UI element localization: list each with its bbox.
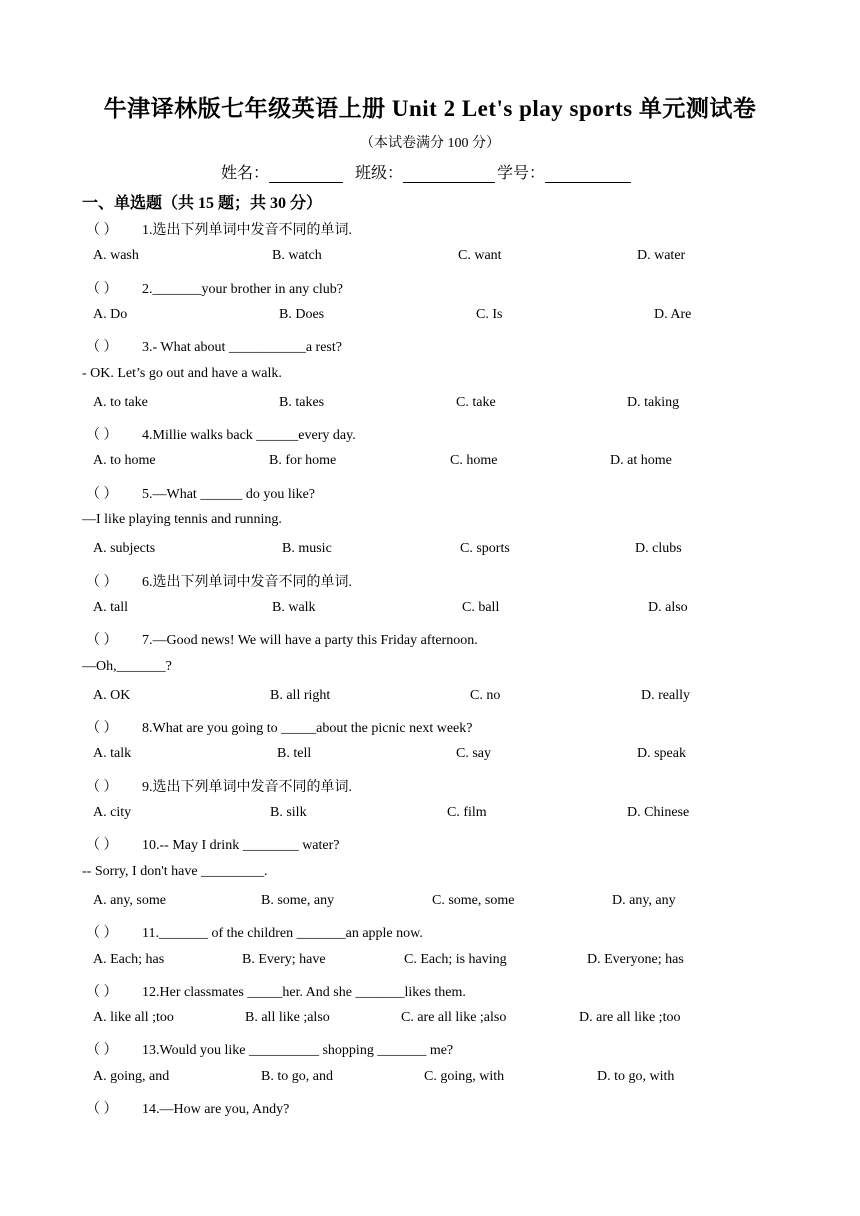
- option-c[interactable]: C. take: [456, 394, 496, 410]
- answer-bracket[interactable]: （ ）: [86, 223, 118, 238]
- option-d[interactable]: D. Are: [654, 306, 692, 322]
- option-a[interactable]: A. Do: [93, 306, 128, 322]
- question-stem: [86, 717, 472, 737]
- option-a[interactable]: A. like all ;too: [93, 1010, 174, 1026]
- question-dialog-line: -- Sorry, I don't have _________.: [82, 863, 268, 879]
- question-text: 6.选出下列单词中发音不同的单词.: [142, 574, 352, 590]
- option-d[interactable]: D. speak: [637, 746, 686, 762]
- option-d[interactable]: D. Everyone; has: [587, 951, 684, 967]
- option-c[interactable]: C. some, some: [432, 892, 515, 908]
- answer-bracket[interactable]: （ ）: [86, 340, 118, 356]
- option-c[interactable]: C. no: [470, 687, 501, 703]
- answer-bracket[interactable]: （ ）: [86, 574, 118, 590]
- question-dialog-line: —Oh,_______?: [82, 658, 172, 674]
- question-stem: [86, 219, 352, 239]
- option-b[interactable]: B. to go, and: [261, 1068, 333, 1084]
- option-b[interactable]: B. watch: [272, 248, 322, 264]
- question-dialog-line: —I like playing tennis and running.: [82, 512, 282, 527]
- question-text: 14.—How are you, Andy?: [142, 1102, 290, 1117]
- name-blank[interactable]: [269, 166, 343, 183]
- answer-bracket[interactable]: （ ）: [86, 486, 118, 502]
- option-b[interactable]: B. walk: [272, 599, 316, 615]
- option-d[interactable]: D. water: [637, 248, 686, 264]
- question-text: 2._______your brother in any club?: [142, 281, 344, 297]
- option-a[interactable]: A. OK: [93, 687, 131, 703]
- question-stem: [86, 776, 352, 796]
- class-label: 班级：: [354, 165, 403, 182]
- option-c[interactable]: C. film: [447, 805, 487, 820]
- option-c[interactable]: C. ball: [462, 599, 500, 615]
- option-c[interactable]: C. want: [458, 248, 502, 264]
- question-text: 1.选出下列单词中发音不同的单词.: [142, 223, 352, 238]
- answer-bracket[interactable]: （ ）: [86, 633, 118, 649]
- option-d[interactable]: D. Chinese: [627, 805, 690, 820]
- option-c[interactable]: C. home: [450, 453, 498, 469]
- answer-bracket[interactable]: （ ）: [86, 838, 118, 854]
- option-c[interactable]: C. going, with: [424, 1068, 505, 1084]
- question-text: 5.—What ______ do you like?: [142, 486, 316, 502]
- name-label: 姓名：: [220, 165, 269, 182]
- option-c[interactable]: C. sports: [460, 541, 510, 557]
- answer-bracket[interactable]: （ ）: [86, 1043, 118, 1059]
- answer-bracket[interactable]: （ ）: [86, 779, 118, 795]
- question-stem: [86, 1098, 289, 1118]
- question-stem: [86, 922, 423, 942]
- option-d[interactable]: D. also: [648, 599, 688, 615]
- student-info: [0, 160, 860, 183]
- option-c[interactable]: C. say: [456, 746, 491, 762]
- option-d[interactable]: D. really: [641, 687, 690, 703]
- option-d[interactable]: D. clubs: [635, 541, 682, 557]
- option-b[interactable]: B. Does: [279, 306, 325, 322]
- question-text: 13.Would you like __________ shopping _______ me?: [142, 1043, 454, 1059]
- option-a[interactable]: A. wash: [93, 248, 139, 264]
- option-a[interactable]: A. subjects: [93, 541, 156, 557]
- option-b[interactable]: B. tell: [277, 746, 312, 762]
- question-stem: [86, 483, 315, 503]
- question-stem: [86, 629, 478, 649]
- option-a[interactable]: A. going, and: [93, 1068, 170, 1084]
- option-b[interactable]: B. all right: [270, 687, 331, 703]
- option-a[interactable]: A. to home: [93, 453, 156, 469]
- option-d[interactable]: D. are all like ;too: [579, 1010, 681, 1026]
- option-c[interactable]: C. Each; is having: [404, 951, 507, 967]
- option-d[interactable]: D. at home: [610, 453, 672, 469]
- option-a[interactable]: A. to take: [93, 394, 148, 410]
- answer-bracket[interactable]: （ ）: [86, 428, 118, 444]
- question-stem: [86, 834, 340, 854]
- question-stem: [86, 1039, 453, 1059]
- option-a[interactable]: A. any, some: [93, 892, 166, 908]
- option-b[interactable]: B. music: [282, 541, 332, 557]
- page-title: 牛津译林版七年级英语上册 Unit 2 Let's play sports 单元测试卷: [103, 96, 757, 121]
- question-text: 8.What are you going to _____about the picnic next week?: [142, 721, 473, 737]
- option-a[interactable]: A. Each; has: [93, 951, 165, 967]
- option-b[interactable]: B. all like ;also: [245, 1010, 330, 1026]
- option-c[interactable]: C. are all like ;also: [401, 1010, 507, 1026]
- option-b[interactable]: B. takes: [279, 394, 325, 410]
- question-stem: [86, 424, 356, 444]
- id-blank[interactable]: [545, 166, 631, 183]
- question-stem: [86, 571, 352, 591]
- answer-bracket[interactable]: （ ）: [86, 984, 118, 1000]
- answer-bracket[interactable]: （ ）: [86, 281, 118, 297]
- question-text: 11._______ of the children _______an apple now.: [142, 926, 423, 942]
- question-stem: [86, 981, 466, 1001]
- option-b[interactable]: B. some, any: [261, 892, 335, 908]
- question-dialog-line: - OK. Let’s go out and have a walk.: [82, 365, 282, 381]
- section-heading: 一、单选题（共 15 题；共 30 分）: [82, 195, 323, 212]
- option-d[interactable]: D. any, any: [612, 892, 676, 908]
- option-d[interactable]: D. taking: [627, 394, 680, 410]
- class-blank[interactable]: [403, 166, 495, 183]
- option-b[interactable]: B. silk: [270, 805, 307, 820]
- option-a[interactable]: A. city: [93, 805, 132, 820]
- id-label: 学号：: [497, 165, 546, 182]
- option-d[interactable]: D. to go, with: [597, 1068, 675, 1084]
- question-text: 4.Millie walks back ______every day.: [142, 428, 356, 444]
- question-text: 10.-- May I drink ________ water?: [142, 838, 340, 854]
- question-text: 3.- What about ___________a rest?: [142, 340, 342, 356]
- page-subtitle: （本试卷满分 100 分）: [360, 136, 500, 151]
- option-c[interactable]: C. Is: [476, 306, 503, 322]
- question-stem: [86, 336, 342, 356]
- answer-bracket[interactable]: （ ）: [86, 926, 118, 942]
- answer-bracket[interactable]: （ ）: [86, 1102, 118, 1117]
- option-b[interactable]: B. for home: [269, 453, 337, 469]
- option-a[interactable]: A. tall: [93, 599, 128, 615]
- answer-bracket[interactable]: （ ）: [86, 721, 118, 737]
- question-stem: [86, 278, 343, 298]
- option-b[interactable]: B. Every; have: [242, 951, 326, 967]
- question-text: 9.选出下列单词中发音不同的单词.: [142, 779, 352, 795]
- question-text: 7.—Good news! We will have a party this Friday afternoon.: [142, 633, 478, 649]
- option-a[interactable]: A. talk: [93, 746, 132, 762]
- question-text: 12.Her classmates _____her. And she _______likes them.: [142, 984, 466, 1000]
